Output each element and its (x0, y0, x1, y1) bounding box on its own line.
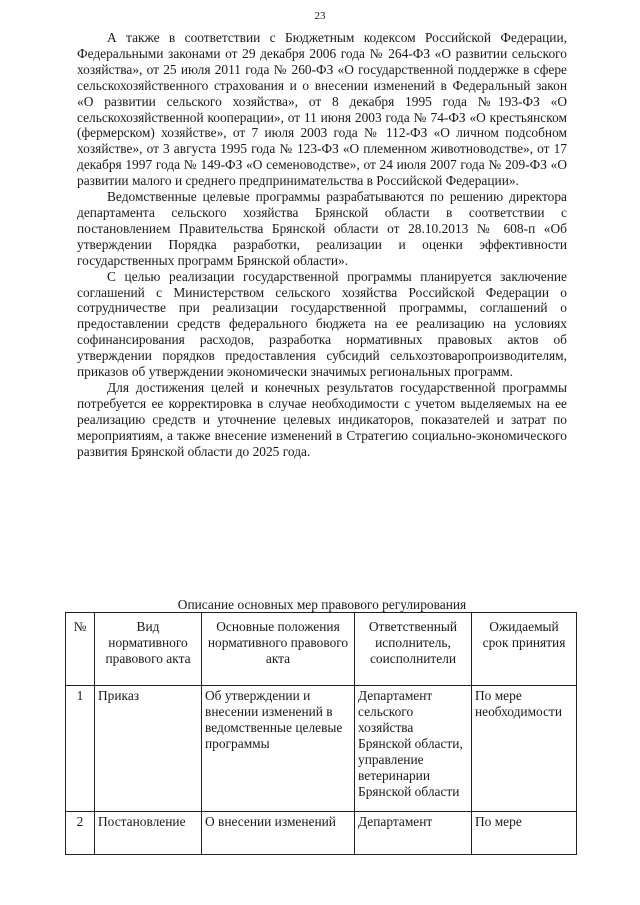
body-text (77, 30, 567, 459)
header-deadline: Ожидаемый срок принятия (472, 613, 577, 686)
header-executor: Ответственный исполнитель, соисполнители (355, 613, 472, 686)
table-header-row (66, 613, 577, 686)
paragraph-agreements: С целью реализации государственной программы планируется заключение соглашений с Министерством сельского хозяйства Российской Федерации о сотрудничестве при реализации государственной программы, соглашений о предоставлении средств федерального бюджета на ее реализацию на условиях софинансирования расходов, разработка нормативных правовых актов об утверждении порядков предоставления субсидий сельхозтоваропроизводителям, приказов об утверждении экономически значимых региональных программ. (77, 268, 567, 380)
paragraph-legal-basis: А также в соответствии с Бюджетным кодексом Российской Федерации, Федеральными законами от 29 декабря 2006 года № 264-ФЗ «О развитии сельского хозяйства», от 25 июля 2011 года № 260-ФЗ «О государственной поддержке в сфере сельскохозяйственного страхования и о внесении изменений в Федеральный закон «О развитии сельского хозяйства», от 8 декабря 1995 года №193-ФЗ «О сельскохозяйственной кооперации», от 11 июня 2003 года № 74-ФЗ «О крестьянском (фермерском) хозяйстве», от 7 июля 2003 года № 112-ФЗ «О личном подсобном хозяйстве», от 3 августа 1995 года № 123-ФЗ «О племенном животноводстве», от 17 декабря 1997 года № 149-ФЗ «О семеноводстве», от 24 июля 2007 года № 209-ФЗ «О развитии малого и среднего предпринимательства в Российской Федерации». (77, 30, 567, 189)
table-row (66, 812, 577, 855)
row-deadline: По мере (472, 812, 577, 855)
row-act-type: Постановление (95, 812, 202, 855)
legal-measures-table (65, 612, 577, 855)
header-number: № (66, 613, 95, 686)
table-row (66, 686, 577, 812)
row-executor: Департамент сельского хозяйства Брянской области, управление ветеринарии Брянской области (355, 686, 472, 812)
row-provisions: О внесении изменений (202, 812, 355, 855)
paragraph-adjustment: Для достижения целей и конечных результатов государственной программы потребуется ее корректировка в случае необходимости с учетом выделяемых на ее реализацию средств и уточнение целевых индикаторов, показателей и затрат по мероприятиям, а также внесение изменений в Стратегию социально-экономического развития Брянской области до 2025 года. (77, 379, 567, 459)
header-act-type: Вид нормативного правового акта (95, 613, 202, 686)
row-number: 2 (66, 812, 95, 855)
page-number: 23 (314, 10, 326, 22)
row-provisions: Об утверждении и внесении изменений в ведомственные целевые программы (202, 686, 355, 812)
table-caption: Описание основных мер правового регулирования (177, 597, 467, 612)
row-number: 1 (66, 686, 95, 812)
row-deadline: По мере необходимости (472, 686, 577, 812)
row-act-type: Приказ (95, 686, 202, 812)
paragraph-departmental-programs: Ведомственные целевые программы разрабатываются по решению директора департамента сельского хозяйства Брянской области в соответствии с постановлением Правительства Брянской области от 28.10.2013 № 608-п «Об утверждении Порядка разработки, реализации и оценки эффективности государственных программ Брянской области». (77, 189, 567, 268)
header-provisions: Основные положения нормативного правового акта (202, 613, 355, 686)
row-executor: Департамент (355, 812, 472, 855)
